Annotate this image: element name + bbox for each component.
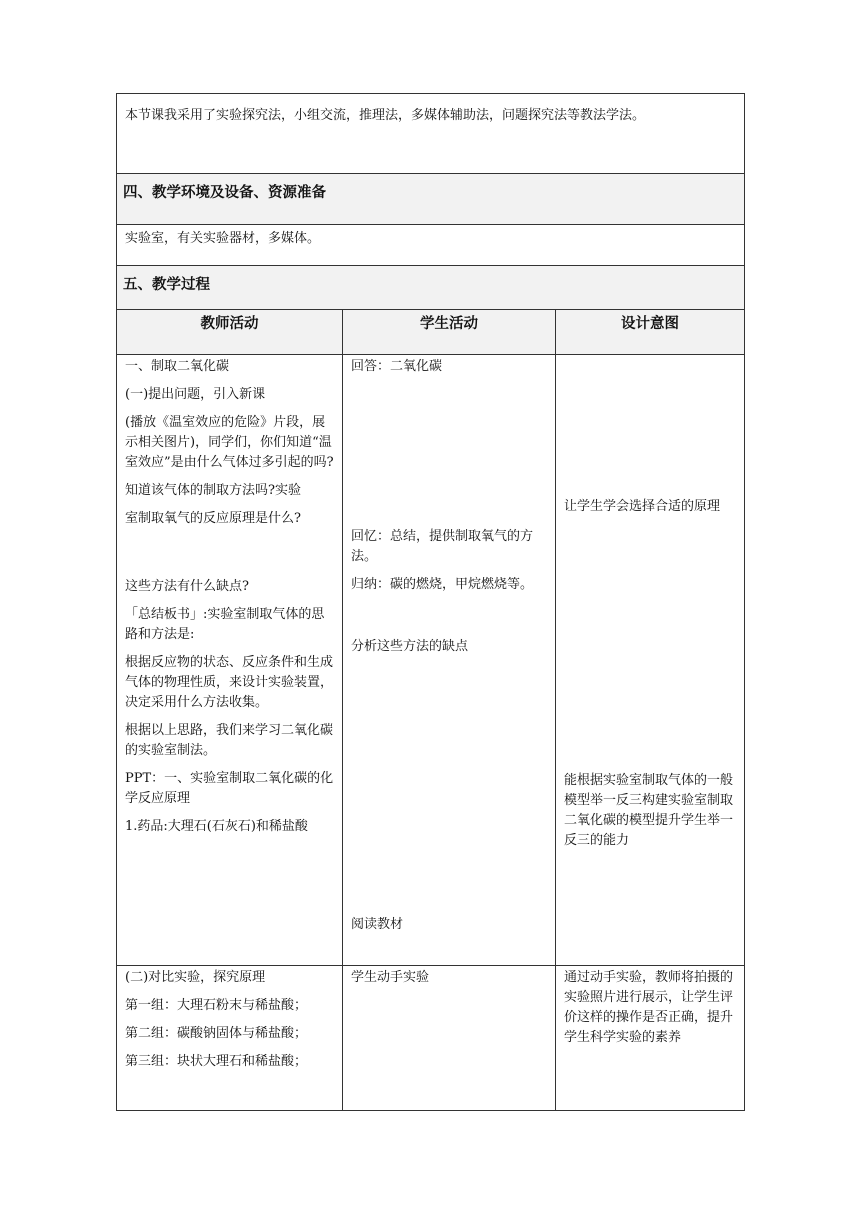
- teacher-line: 第一组：大理石粉末与稀盐酸；: [125, 998, 308, 1013]
- student-cell-2: [343, 966, 556, 1111]
- student-line: 分析这些方法的缺点: [351, 639, 469, 654]
- teacher-line: (一)提出问题，引入新课: [125, 387, 266, 402]
- student-line: 阅读教材: [351, 917, 404, 932]
- lesson-plan-table: [116, 93, 745, 1111]
- teacher-cell-2: [117, 966, 343, 1111]
- intent-cell-1: [556, 355, 745, 966]
- intent-line: 让学生学会选择合适的原理: [564, 499, 721, 514]
- column-header-row: [117, 310, 745, 355]
- teacher-cell-1: [117, 355, 343, 966]
- student-line: 回忆：总结，提供制取氧气的方法。: [351, 529, 534, 564]
- methods-text: 本节课我采用了实验探究法，小组交流，推理法，多媒体辅助法，问题探究法等教法学法。: [117, 94, 745, 174]
- header-teacher-activity: 教师活动: [117, 310, 343, 355]
- teacher-line: 第二组：碳酸钠固体与稀盐酸；: [125, 1026, 308, 1041]
- student-cell-1: [343, 355, 556, 966]
- teacher-line: 根据以上思路，我们来学习二氧化碳的实验室制法。: [125, 723, 334, 758]
- student-line: 归纳：碳的燃烧，甲烷燃烧等。: [351, 577, 534, 592]
- section5-header-row: [117, 266, 745, 310]
- intent-cell-2: [556, 966, 745, 1111]
- teacher-line: 这些方法有什么缺点?: [125, 579, 249, 594]
- teacher-line: 室制取氧气的反应原理是什么?: [125, 511, 301, 526]
- teacher-line: 第三组：块状大理石和稀盐酸；: [125, 1054, 308, 1069]
- process-row-1: [117, 355, 745, 966]
- student-line: 学生动手实验: [351, 970, 430, 985]
- intent-line: 能根据实验室制取气体的一般模型举一反三构建实验室制取二氧化碳的模型提升学生举一反三的能力: [564, 773, 734, 848]
- process-row-2: [117, 966, 745, 1111]
- teacher-line: 「总结板书」:实验室制取气体的思路和方法是:: [125, 607, 325, 642]
- header-student-activity: 学生活动: [343, 310, 556, 355]
- intent-line: 通过动手实验，教师将拍摄的实验照片进行展示，让学生评价这样的操作是否正确，提升学生科学实验的素养: [564, 970, 734, 1045]
- header-design-intent: 设计意图: [556, 310, 745, 355]
- teacher-line: (二)对比实验，探究原理: [125, 970, 266, 985]
- teacher-line: 根据反应物的状态、反应条件和生成气体的物理性质，来设计实验装置，决定采用什么方法收集。: [125, 655, 334, 710]
- teacher-line: 1.药品:大理石(石灰石)和稀盐酸: [125, 819, 308, 834]
- teacher-line: 知道该气体的制取方法吗?实验: [125, 483, 301, 498]
- section4-header-row: [117, 174, 745, 225]
- teacher-line: PPT：一、实验室制取二氧化碳的化学反应原理: [125, 771, 334, 806]
- document-page: [116, 93, 744, 1111]
- section4-title: 四、教学环境及设备、资源准备: [117, 174, 745, 225]
- section5-title: 五、教学过程: [117, 266, 745, 310]
- student-line: 回答：二氧化碳: [351, 359, 443, 374]
- section4-text: 实验室，有关实验器材，多媒体。: [117, 225, 745, 266]
- methods-row: [117, 94, 745, 174]
- section4-content-row: [117, 225, 745, 266]
- teacher-line: 一、制取二氧化碳: [125, 359, 230, 374]
- teacher-line: (播放《温室效应的危险》片段，展示相关图片)，同学们，你们知道“温室效应”是由什么气体过多引起的吗?: [125, 415, 334, 470]
